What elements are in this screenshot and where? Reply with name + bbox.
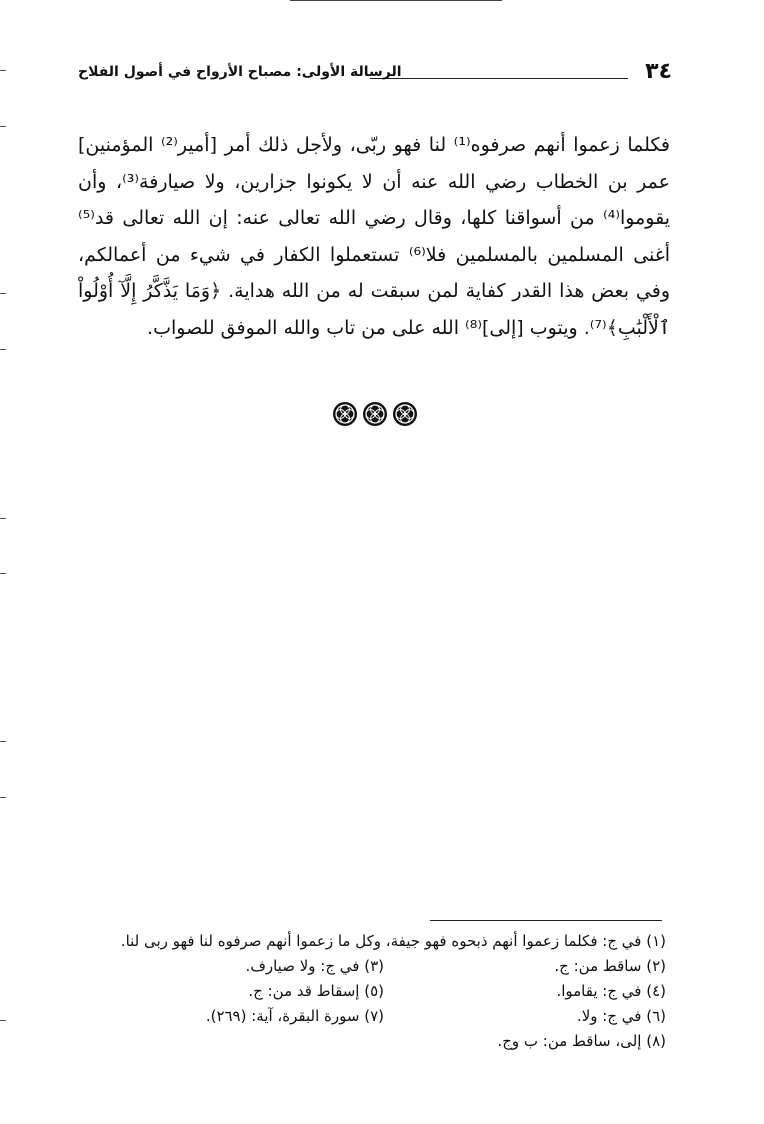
footnote-row [96,979,666,1004]
footnote-row [96,954,666,979]
body-paragraph: فكلما زعموا أنهم صرفوه⁽¹⁾ لنا فهو ربّى، ولأجل ذلك أمر [أمير⁽²⁾ المؤمنين] عمر بن الخطاب رضي الله عنه أن لا يكونوا جزارين، ولا صيارفة⁽³⁾، وأن يقوموا⁽⁴⁾ من أسواقنا كلها، وقال رضي الله تعالى عنه: إن الله تعالى قد⁽⁵⁾ أغنى المسلمين بالمسلمين فلا⁽⁶⁾ تستعملوا الكفار في شيء من أعمالكم، وفي بعض هذا القدر كفاية لمن سبقت له من الله هداية. ﴿وَمَا يَذَّكَّرُ إِلَّآ أُوْلُواْ ٱلْأَلْبَٰبِ﴾⁽⁷⁾. ويتوب [إلى]⁽⁸⁾ الله على من تاب والله الموفق للصواب. [78,134,671,339]
page-number: ٣٤ [645,59,672,84]
top-edge-line [290,0,502,1]
margin-mark [0,349,6,350]
footnote-row [96,929,666,954]
margin-mark [0,293,6,294]
footnote-3: (٣) في ج: ولا صيارف. [245,957,384,975]
footnotes [96,929,666,1054]
footnote-1: (١) في ج: فكلما زعموا أنهم ذبحوه فهو جيفة، وكل ما زعموا أنهم صرفوه لنا فهو ربى لنا. [120,932,666,950]
footnote-row [96,1004,666,1029]
margin-mark [0,797,6,798]
running-head: الرسالة الأولى: مصباح الأرواح في أصول الفلاح [78,64,402,80]
footnote-8: (٨) إلى، ساقط من: ب وج. [497,1032,666,1050]
margin-mark [0,70,6,71]
footnote-2: (٢) ساقط من: ج. [554,957,666,975]
footnote-row [96,1029,666,1054]
margin-mark [0,573,6,574]
rosette-icon [362,401,388,427]
footnote-7: (٧) سورة البقرة، آية: (٢٦٩). [205,1007,384,1025]
footnote-4: (٤) في ج: يقاموا. [556,982,666,1000]
footnote-5: (٥) إسقاط قد من: ج. [248,982,384,1000]
rosette-icon [332,401,358,427]
margin-mark [0,1020,6,1021]
footnote-rule [430,920,662,921]
rosette-icon [392,401,418,427]
main-text [78,127,670,346]
page-header [78,58,672,86]
section-separator [330,401,420,429]
margin-mark [0,518,6,519]
header-rule [370,78,628,79]
margin-mark [0,126,6,127]
margin-mark [0,741,6,742]
footnote-6: (٦) في ج: ولا. [576,1007,666,1025]
